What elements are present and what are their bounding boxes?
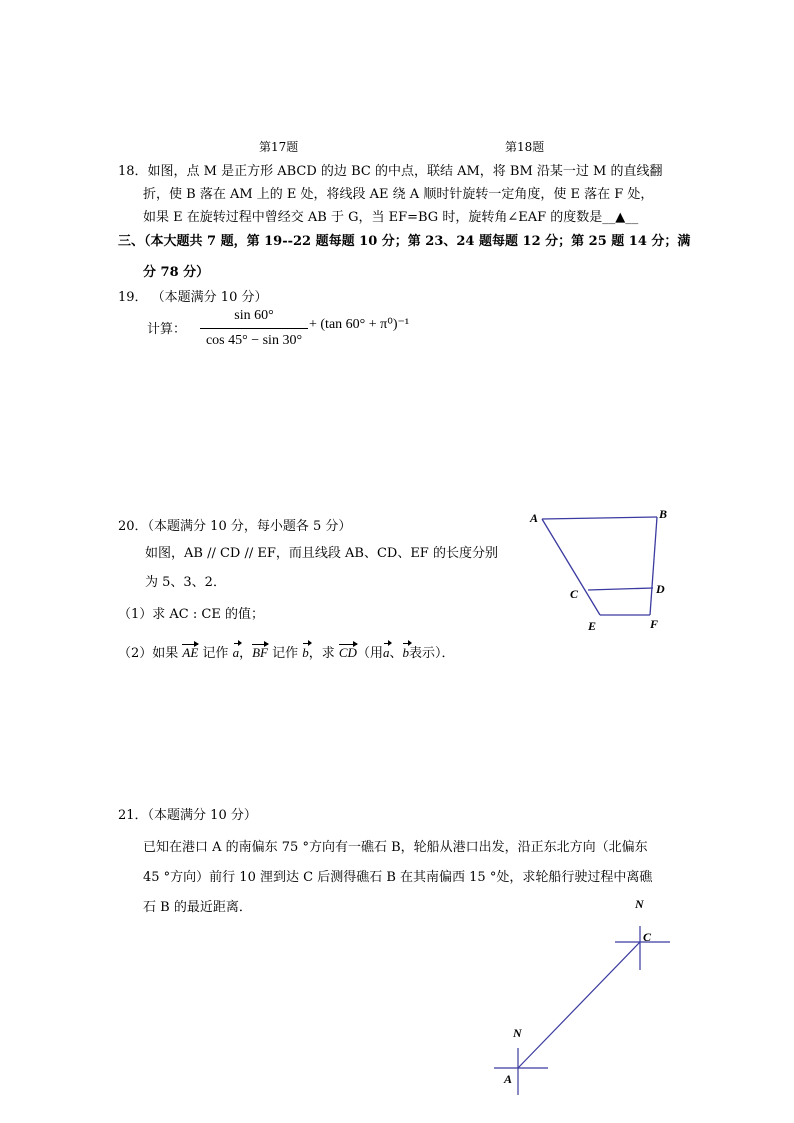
label-north-c: N bbox=[635, 897, 644, 911]
q21-line-3: 石 B 的最近距离． bbox=[143, 900, 252, 915]
vector-cd: CD bbox=[338, 645, 357, 660]
q20-part-1: （1）求 AC : CE 的值； bbox=[118, 607, 264, 622]
label-c: C bbox=[570, 587, 579, 601]
q19-label: 计算： bbox=[147, 322, 187, 337]
navigation-figure bbox=[480, 890, 680, 1110]
q20-part-2 bbox=[118, 642, 454, 661]
q21-line-2: 45 °方向）前行 10 浬到达 C 后测得礁石 B 在其南偏西 15 °处，求轮船行驶过程中离礁 bbox=[143, 870, 653, 885]
q18-line-3: 如果 E 在旋转过程中曾经交 AB 于 G，当 EF=BG 时，旋转角∠EAF 的度数是__▲__ bbox=[143, 210, 639, 225]
label-c-point: C bbox=[643, 930, 652, 944]
q19-fraction bbox=[200, 306, 308, 351]
fraction-bar bbox=[200, 328, 308, 329]
vector-b: b bbox=[402, 645, 409, 660]
q20-part2-text: （用 bbox=[356, 646, 383, 661]
q20-part2-text: ，求 bbox=[308, 646, 339, 661]
q19-tail: + (tan 60° + π⁰)⁻¹ bbox=[309, 317, 410, 332]
section3-line-2: 分 78 分） bbox=[143, 265, 210, 280]
q18-line-2: 折，使 B 落在 AM 上的 E 处，将线段 AE 绕 A 顺时针旋转一定角度，使 E 落在 F 处， bbox=[143, 187, 654, 202]
segment-ab bbox=[542, 517, 657, 519]
q21-line-1: 已知在港口 A 的南偏东 75 °方向有一礁石 B，轮船从港口出发，沿正东北方向（北偏东 bbox=[143, 840, 648, 855]
vector-bf: BF bbox=[252, 645, 268, 660]
q19-denominator: cos 45° − sin 30° bbox=[205, 333, 303, 348]
label-d: D bbox=[656, 582, 665, 596]
vector-a: a bbox=[382, 645, 390, 660]
q20-part2-prefix: （2）如果 bbox=[118, 646, 183, 661]
q20-part2-text: ， bbox=[239, 646, 253, 661]
q20-part2-text: 、 bbox=[389, 646, 403, 661]
q19-header: 19． （本题满分 10 分） bbox=[118, 290, 268, 305]
q20-part2-text: 记作 bbox=[198, 646, 233, 661]
trapezoid-figure bbox=[520, 502, 680, 637]
label-b: B bbox=[659, 507, 668, 521]
vector-a: a bbox=[232, 645, 240, 660]
q20-part2-text: 记作 bbox=[267, 646, 303, 661]
q20-header: 20．（本题满分 10 分，每小题各 5 分） bbox=[118, 519, 352, 534]
q20-line-1: 如图，AB // CD // EF，而且线段 AB、CD、EF 的长度分别 bbox=[145, 546, 498, 561]
label-f: F bbox=[650, 617, 659, 631]
vector-b: b bbox=[302, 645, 309, 660]
label-north-a: N bbox=[513, 1026, 522, 1040]
vector-ae: AE bbox=[182, 645, 199, 660]
route-ac bbox=[518, 942, 640, 1068]
label-a-point: A bbox=[504, 1072, 513, 1086]
q20-line-2: 为 5、3、2． bbox=[145, 575, 226, 590]
label-e: E bbox=[588, 619, 597, 633]
segment-cd bbox=[588, 588, 653, 590]
q21-header: 21．（本题满分 10 分） bbox=[118, 808, 257, 823]
q18-line-1: 18．如图，点 M 是正方形 ABCD 的边 BC 的中点，联结 AM，将 BM 沿某一过 M 的直线翻 bbox=[118, 164, 663, 179]
q20-part2-text: 表示）． bbox=[408, 646, 455, 661]
label-a: A bbox=[530, 511, 539, 525]
section3-line-1: 三、（本大题共 7 题，第 19--22 题每题 10 分；第 23、24 题每题 12 分；第 25 题 14 分；满 bbox=[118, 234, 691, 249]
segment-bf bbox=[650, 517, 657, 615]
q19-numerator: sin 60° bbox=[234, 308, 274, 323]
caption-fig18: 第18题 bbox=[505, 140, 545, 154]
caption-fig17: 第17题 bbox=[259, 140, 299, 154]
